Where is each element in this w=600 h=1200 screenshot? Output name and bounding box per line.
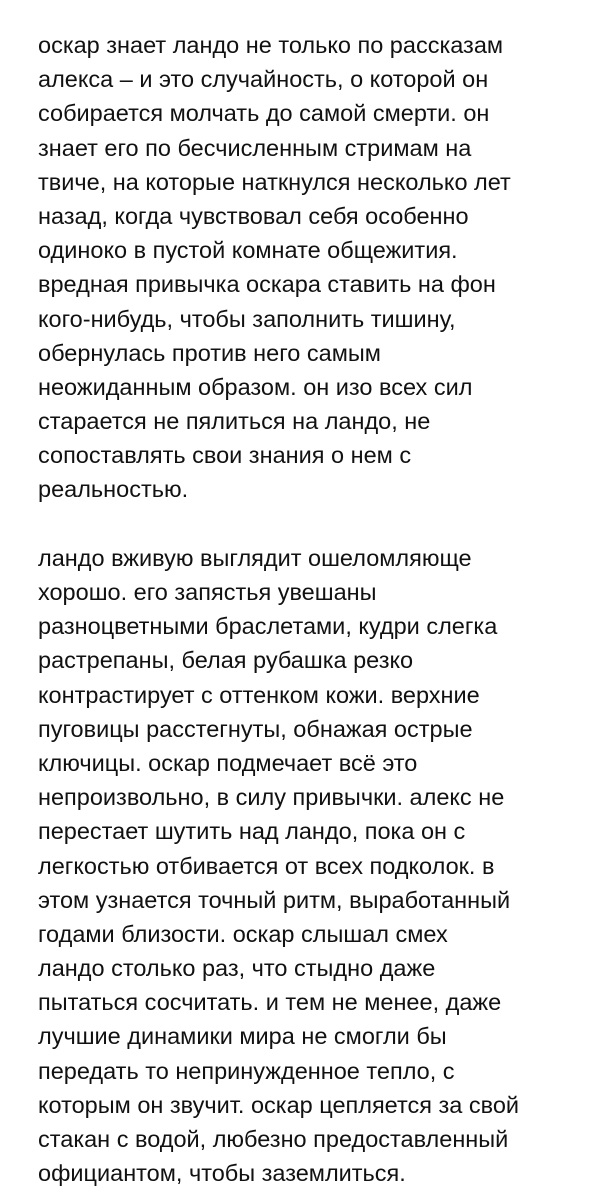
text-line: сопоставлять свои знания о нем с: [38, 442, 412, 469]
text-line: непроизвольно, в силу привычки. алекс не: [38, 784, 505, 811]
text-line: передать то непринужденное тепло, с: [38, 1057, 455, 1084]
text-line: твиче, на которые наткнулся несколько лет: [38, 168, 511, 195]
text-line: одиноко в пустой комнате общежития.: [38, 237, 458, 264]
document-text: [38, 28, 578, 1190]
text-line: алекса – и это случайность, о которой он: [38, 66, 489, 93]
text-line: стакан с водой, любезно предоставленный: [38, 1126, 509, 1152]
text-line: назад, когда чувствовал себя особенно: [38, 202, 469, 229]
text-line: лучшие динамики мира не смогли бы: [38, 1023, 447, 1050]
text-line: этом узнается точный ритм, выработанный: [38, 886, 511, 913]
text-line: пуговицы расстегнуты, обнажая острые: [38, 715, 473, 742]
paragraph-1: [38, 28, 578, 507]
text-line: контрастирует с оттенком кожи. верхние: [38, 681, 480, 708]
text-line: вредная привычка оскара ставить на фон: [38, 271, 496, 298]
text-line: обернулась против него самым: [38, 339, 381, 366]
text-line: неожиданным образом. он изо всех сил: [38, 373, 473, 400]
paragraph-2: [38, 541, 578, 1191]
text-line: официантом, чтобы заземлиться.: [38, 1160, 406, 1187]
text-line: разноцветными браслетами, кудри слегка: [38, 613, 498, 640]
text-line: ландо вживую выглядит ошеломляюще: [38, 544, 472, 571]
text-line: годами близости. оскар слышал смех: [38, 920, 448, 947]
text-line: реальностью.: [38, 476, 189, 503]
text-line: ландо столько раз, что стыдно даже: [38, 955, 436, 982]
text-line: старается не пялиться на ландо, не: [38, 408, 431, 435]
text-line: знает его по бесчисленным стримам на: [38, 134, 472, 161]
text-line: оскар знает ландо не только по рассказам: [38, 32, 504, 58]
text-line: перестает шутить над ландо, пока он с: [38, 818, 466, 845]
text-line: легкостью отбивается от всех подколок. в: [38, 852, 495, 879]
text-line: пытаться сосчитать. и тем не менее, даже: [38, 989, 502, 1016]
text-line: кого-нибудь, чтобы заполнить тишину,: [38, 305, 456, 332]
text-line: которым он звучит. оскар цепляется за свой: [38, 1091, 520, 1118]
text-line: растрепаны, белая рубашка резко: [38, 647, 414, 674]
text-line: хорошо. его запястья увешаны: [38, 579, 377, 605]
text-line: ключицы. оскар подмечает всё это: [38, 749, 418, 776]
text-line: собирается молчать до самой смерти. он: [38, 100, 490, 127]
